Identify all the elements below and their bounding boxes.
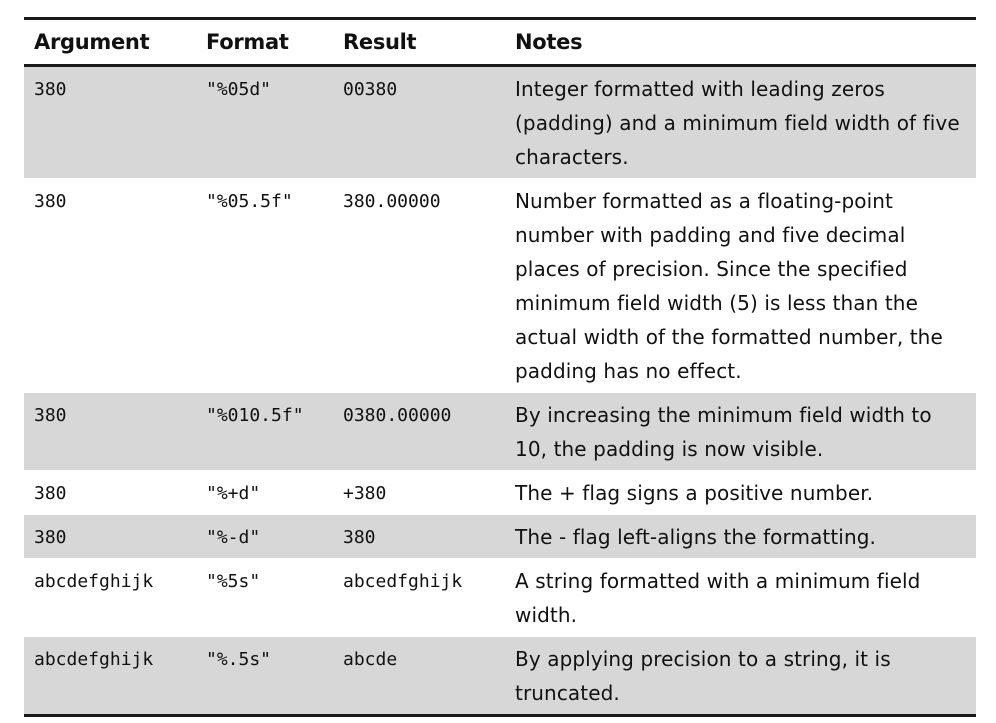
cell-result: 00380 bbox=[343, 79, 398, 100]
header-argument: Argument bbox=[34, 30, 150, 54]
cell-result: 380 bbox=[343, 527, 376, 548]
cell-notes: The - flag left-aligns the formatting. bbox=[515, 525, 876, 549]
cell-result: abcde bbox=[343, 649, 398, 670]
cell-format: "%-d" bbox=[206, 527, 261, 548]
header-notes: Notes bbox=[515, 30, 583, 54]
cell-notes: Integer formatted with leading zeros (padding) and a minimum field width of five characters. bbox=[515, 77, 960, 169]
cell-argument: abcdefghijk bbox=[34, 649, 154, 670]
cell-argument: 380 bbox=[34, 405, 67, 426]
cell-argument: 380 bbox=[34, 483, 67, 504]
cell-argument: 380 bbox=[34, 191, 67, 212]
cell-argument: 380 bbox=[34, 527, 67, 548]
cell-notes: A string formatted with a minimum field width. bbox=[515, 569, 921, 627]
table-body bbox=[24, 66, 976, 716]
cell-result: +380 bbox=[343, 483, 387, 504]
table-row bbox=[24, 179, 976, 393]
table-row bbox=[24, 637, 976, 716]
cell-format: "%+d" bbox=[206, 483, 261, 504]
cell-notes: By applying precision to a string, it is truncated. bbox=[515, 647, 891, 705]
header-row bbox=[24, 19, 976, 66]
table-row bbox=[24, 66, 976, 179]
cell-argument: abcdefghijk bbox=[34, 571, 154, 592]
header-format: Format bbox=[206, 30, 289, 54]
cell-argument: 380 bbox=[34, 79, 67, 100]
table-row bbox=[24, 515, 976, 559]
table-header bbox=[24, 19, 976, 66]
cell-format: "%.5s" bbox=[206, 649, 272, 670]
cell-notes: The + flag signs a positive number. bbox=[515, 481, 874, 505]
format-table-container bbox=[24, 17, 976, 717]
table-row bbox=[24, 471, 976, 515]
cell-notes: Number formatted as a floating-point number with padding and five decimal places of precision. Since the specified minimum field width (5) is less than the actual width of the formatted number, the padding has no effect. bbox=[515, 189, 943, 383]
format-specifier-table bbox=[24, 17, 976, 717]
table-row bbox=[24, 393, 976, 471]
cell-format: "%05.5f" bbox=[206, 191, 293, 212]
table-row bbox=[24, 559, 976, 637]
cell-format: "%5s" bbox=[206, 571, 261, 592]
cell-result: abcedfghijk bbox=[343, 571, 463, 592]
cell-format: "%010.5f" bbox=[206, 405, 304, 426]
header-result: Result bbox=[343, 30, 417, 54]
cell-notes: By increasing the minimum field width to 10, the padding is now visible. bbox=[515, 403, 932, 461]
cell-result: 0380.00000 bbox=[343, 405, 452, 426]
cell-result: 380.00000 bbox=[343, 191, 441, 212]
cell-format: "%05d" bbox=[206, 79, 272, 100]
